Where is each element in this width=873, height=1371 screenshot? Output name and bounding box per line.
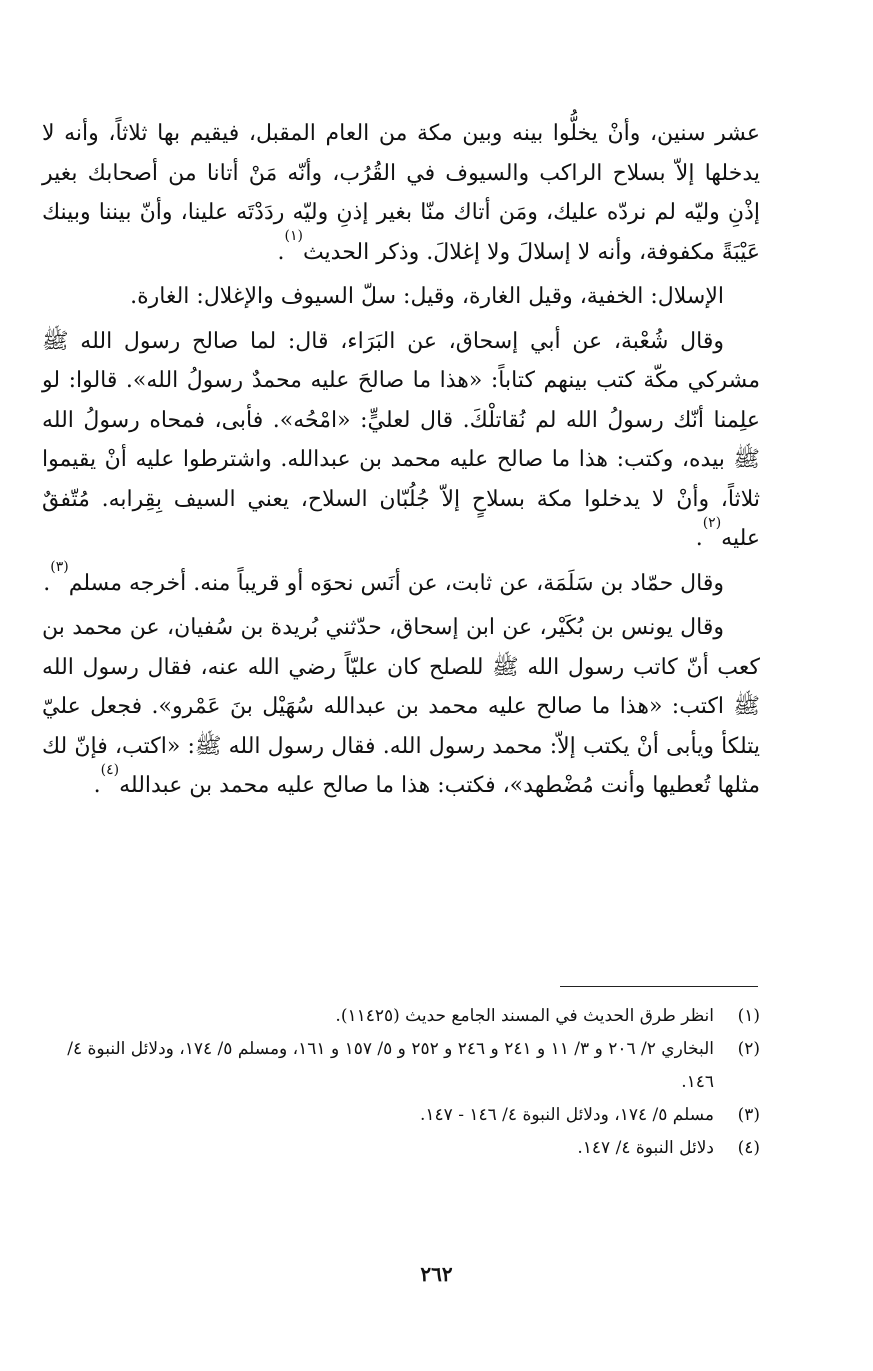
footnote-number: (٣) <box>737 1105 760 1125</box>
footnote-1 <box>42 1000 760 1033</box>
paragraph-4 <box>42 559 760 604</box>
page-number: ٢٦٢ <box>420 1262 453 1286</box>
footnote-ref-3: (٣) <box>50 559 69 576</box>
footnote-ref-1: (١) <box>284 228 303 245</box>
footnote-ref-4: (٤) <box>100 761 120 778</box>
paragraph-text: وقال يونس بن بُكَيْر، عن ابن إسحاق، حدّثني بُريدة بن سُفيان، عن محمد بن كعب أنّ كاتب رسول الله ﷺ للصلح كان عليّاً رضي الله عنه، فقال رسول الله ﷺ اكتب: «هذا ما صالح عليه محمد بن عبدالله سُهَيْل بنَ عَمْرو». فجعل عليّ يتلكأ ويأبى أنْ يكتب إلاّ: محمد رسول الله. فقال رسول الله ﷺ: «اكتب، فإنّ لك مثلها تُعطيها وأنت مُضْطهد»، فكتب: هذا ما صالح عليه محمد بن عبدالله <box>42 615 760 798</box>
footnote-text: دلائل النبوة ٤/ ١٤٧. <box>577 1138 714 1158</box>
footnote-number: (٢) <box>737 1039 760 1059</box>
paragraph-end: . <box>93 773 101 798</box>
footnote-4 <box>42 1132 760 1165</box>
paragraph-3 <box>42 322 760 559</box>
footnote-text: البخاري ٢/ ٢٠٦ و ٣/ ١١ و ٢٤١ و ٢٤٦ و ٢٥٢ و ٥/ ١٥٧ و ١٦١، ومسلم ٥/ ١٧٤، ودلائل النبوة ٤/ ١٤٦. <box>67 1039 714 1092</box>
paragraph-text: وقال شُعْبة، عن أبي إسحاق، عن البَرَاء، قال: لما صالح رسول الله ﷺ مشركي مكّة كتب بينهم كتاباً: «هذا ما صالحَ عليه محمدٌ رسولُ الله». قالوا: لو علِمنا أنّك رسولُ الله لم نُقاتلْكَ. قال لعليٍّ: «امْحُه». فأبى، فمحاه رسولُ الله ﷺ بيده، وكتب: هذا ما صالح عليه محمد بن عبدالله. واشترطوا عليه أنْ يقيموا ثلاثاً، وأنْ لا يدخلوا مكة بسلاحٍ إلاّ جُلُبّان السلاح، يعني السيف بِقِرابه. مُتّفقٌ عليه <box>42 328 760 551</box>
paragraph-end: . <box>277 239 285 265</box>
footnote-number: (٤) <box>737 1138 760 1158</box>
paragraph-2 <box>42 277 760 317</box>
footnote-text: انظر طرق الحديث في المسند الجامع حديث (١١٤٢٥). <box>335 1006 714 1026</box>
footnote-3 <box>42 1099 760 1132</box>
footnotes <box>42 1000 760 1165</box>
footnote-ref-2: (٢) <box>702 514 722 531</box>
paragraph-text: عشر سنين، وأنْ يخلُّوا بينه وبين مكة من العام المقبل، فيقيم بها ثلاثاً، وأنه لا يدخلها إلاّ بسلاح الراكب والسيوف في القُرُب، وأنّه مَنْ أتانا من أصحابك بغير إذْنِ وليّه لم نردّه عليك، ومَن أتاك منّا بغير إذنِ وليّه ردَدْتَه علينا، وأنّ بيننا وبينك عَيْبَةً مكفوفة، وأنه لا إسلالَ ولا إغلالَ. وذكر الحديث <box>42 121 760 265</box>
footnote-number: (١) <box>737 1006 760 1026</box>
main-text <box>42 114 760 811</box>
paragraph-end: . <box>43 570 51 596</box>
footnote-2 <box>42 1033 760 1099</box>
footnote-text: مسلم ٥/ ١٧٤، ودلائل النبوة ٤/ ١٤٦ - ١٤٧. <box>419 1105 714 1125</box>
paragraph-text: الإسلال: الخفية، وقيل الغارة، وقيل: سلّ السيوف والإغلال: الغارة. <box>130 284 724 309</box>
footnote-separator <box>560 986 758 987</box>
paragraph-5 <box>42 608 760 806</box>
paragraph-text: وقال حمّاد بن سَلَمَة، عن ثابت، عن أنَس نحوَه أو قريباً منه. أخرجه مسلم <box>68 570 724 596</box>
paragraph-1 <box>42 114 760 272</box>
paragraph-end: . <box>695 526 703 551</box>
